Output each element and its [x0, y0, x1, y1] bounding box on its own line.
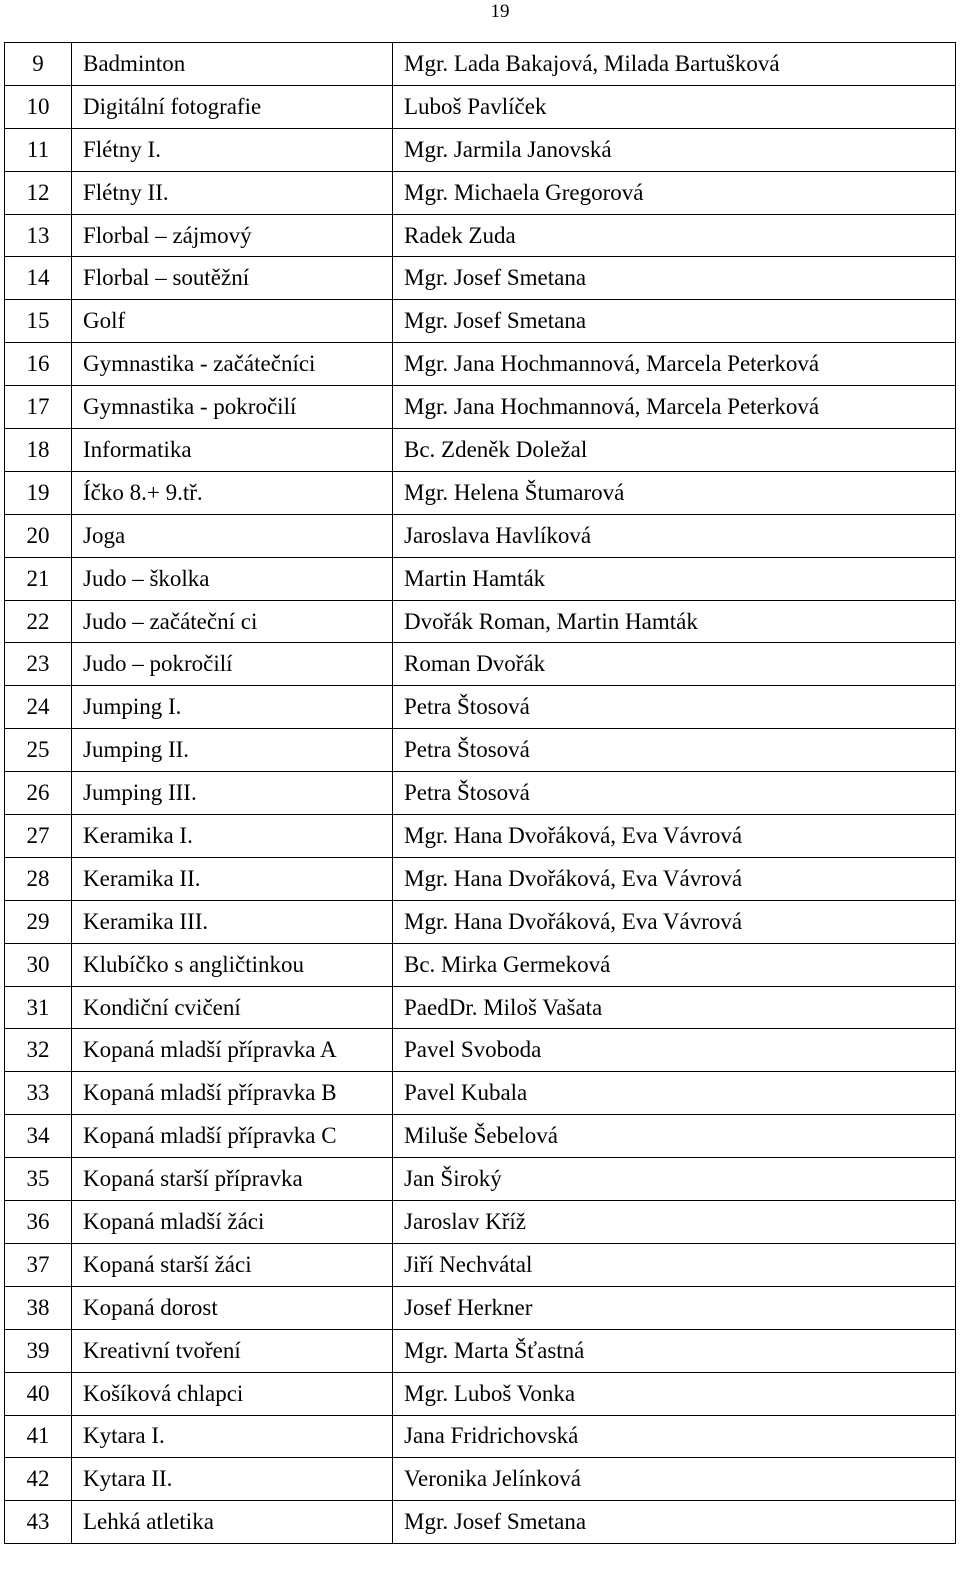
club-name: Košíková chlapci — [72, 1372, 393, 1415]
club-name: Kopaná mladší žáci — [72, 1201, 393, 1244]
clubs-table — [4, 42, 956, 1544]
table-row — [5, 214, 956, 257]
row-number: 37 — [5, 1243, 72, 1286]
club-name: Joga — [72, 514, 393, 557]
table-row — [5, 1115, 956, 1158]
club-leader: Pavel Kubala — [393, 1072, 956, 1115]
table-row — [5, 643, 956, 686]
row-number: 38 — [5, 1286, 72, 1329]
row-number: 21 — [5, 557, 72, 600]
table-row — [5, 128, 956, 171]
club-leader: Mgr. Luboš Vonka — [393, 1372, 956, 1415]
row-number: 31 — [5, 986, 72, 1029]
table-row — [5, 729, 956, 772]
club-leader: Mgr. Josef Smetana — [393, 1501, 956, 1544]
club-leader: Mgr. Lada Bakajová, Milada Bartušková — [393, 43, 956, 86]
club-leader: Petra Štosová — [393, 729, 956, 772]
club-leader: Jiří Nechvátal — [393, 1243, 956, 1286]
club-name: Judo – školka — [72, 557, 393, 600]
table-row — [5, 557, 956, 600]
club-name: Kopaná dorost — [72, 1286, 393, 1329]
table-row — [5, 1072, 956, 1115]
club-leader: Josef Herkner — [393, 1286, 956, 1329]
club-name: Kopaná mladší přípravka C — [72, 1115, 393, 1158]
table-row — [5, 943, 956, 986]
row-number: 25 — [5, 729, 72, 772]
table-row — [5, 986, 956, 1029]
club-leader: Jaroslav Kříž — [393, 1201, 956, 1244]
club-leader: Bc. Zdeněk Doležal — [393, 429, 956, 472]
club-leader: Mgr. Hana Dvořáková, Eva Vávrová — [393, 900, 956, 943]
club-name: Kytara I. — [72, 1415, 393, 1458]
club-name: Kopaná starší přípravka — [72, 1158, 393, 1201]
club-leader: Mgr. Josef Smetana — [393, 300, 956, 343]
club-name: Informatika — [72, 429, 393, 472]
row-number: 13 — [5, 214, 72, 257]
row-number: 42 — [5, 1458, 72, 1501]
row-number: 29 — [5, 900, 72, 943]
club-leader: Veronika Jelínková — [393, 1458, 956, 1501]
table-row — [5, 1158, 956, 1201]
club-name: Jumping II. — [72, 729, 393, 772]
table-row — [5, 1243, 956, 1286]
table-row — [5, 300, 956, 343]
row-number: 11 — [5, 128, 72, 171]
row-number: 35 — [5, 1158, 72, 1201]
club-name: Lehká atletika — [72, 1501, 393, 1544]
table-row — [5, 85, 956, 128]
club-name: Íčko 8.+ 9.tř. — [72, 471, 393, 514]
row-number: 41 — [5, 1415, 72, 1458]
club-name: Keramika I. — [72, 815, 393, 858]
club-name: Flétny II. — [72, 171, 393, 214]
clubs-table-body — [5, 43, 956, 1544]
row-number: 27 — [5, 815, 72, 858]
row-number: 14 — [5, 257, 72, 300]
club-leader: PaedDr. Miloš Vašata — [393, 986, 956, 1029]
club-name: Keramika III. — [72, 900, 393, 943]
club-leader: Petra Štosová — [393, 686, 956, 729]
club-name: Kopaná mladší přípravka B — [72, 1072, 393, 1115]
club-leader: Pavel Svoboda — [393, 1029, 956, 1072]
row-number: 9 — [5, 43, 72, 86]
table-row — [5, 1458, 956, 1501]
club-leader: Mgr. Hana Dvořáková, Eva Vávrová — [393, 815, 956, 858]
club-name: Kytara II. — [72, 1458, 393, 1501]
club-name: Keramika II. — [72, 857, 393, 900]
club-leader: Martin Hamták — [393, 557, 956, 600]
club-leader: Mgr. Josef Smetana — [393, 257, 956, 300]
row-number: 43 — [5, 1501, 72, 1544]
club-name: Kopaná mladší přípravka A — [72, 1029, 393, 1072]
club-leader: Mgr. Jana Hochmannová, Marcela Peterková — [393, 343, 956, 386]
table-row — [5, 1201, 956, 1244]
row-number: 33 — [5, 1072, 72, 1115]
table-row — [5, 1329, 956, 1372]
row-number: 30 — [5, 943, 72, 986]
club-leader: Mgr. Jana Hochmannová, Marcela Peterková — [393, 386, 956, 429]
row-number: 15 — [5, 300, 72, 343]
table-row — [5, 1372, 956, 1415]
club-name: Kreativní tvoření — [72, 1329, 393, 1372]
table-row — [5, 514, 956, 557]
club-leader: Mgr. Hana Dvořáková, Eva Vávrová — [393, 857, 956, 900]
row-number: 28 — [5, 857, 72, 900]
club-leader: Mgr. Helena Štumarová — [393, 471, 956, 514]
club-name: Judo – pokročilí — [72, 643, 393, 686]
row-number: 34 — [5, 1115, 72, 1158]
club-name: Jumping I. — [72, 686, 393, 729]
table-row — [5, 900, 956, 943]
club-leader: Petra Štosová — [393, 772, 956, 815]
club-name: Judo – začáteční ci — [72, 600, 393, 643]
club-name: Badminton — [72, 43, 393, 86]
table-row — [5, 1286, 956, 1329]
club-leader: Bc. Mirka Germeková — [393, 943, 956, 986]
club-name: Florbal – zájmový — [72, 214, 393, 257]
club-leader: Dvořák Roman, Martin Hamták — [393, 600, 956, 643]
table-row — [5, 686, 956, 729]
club-leader: Mgr. Michaela Gregorová — [393, 171, 956, 214]
club-leader: Luboš Pavlíček — [393, 85, 956, 128]
row-number: 22 — [5, 600, 72, 643]
club-name: Digitální fotografie — [72, 85, 393, 128]
row-number: 10 — [5, 85, 72, 128]
club-leader: Radek Zuda — [393, 214, 956, 257]
table-row — [5, 600, 956, 643]
row-number: 26 — [5, 772, 72, 815]
table-row — [5, 857, 956, 900]
table-row — [5, 43, 956, 86]
club-name: Gymnastika - začátečníci — [72, 343, 393, 386]
table-row — [5, 471, 956, 514]
page-number: 19 — [490, 1, 510, 22]
table-row — [5, 1415, 956, 1458]
club-name: Florbal – soutěžní — [72, 257, 393, 300]
row-number: 40 — [5, 1372, 72, 1415]
club-name: Kondiční cvičení — [72, 986, 393, 1029]
row-number: 17 — [5, 386, 72, 429]
row-number: 39 — [5, 1329, 72, 1372]
table-row — [5, 1029, 956, 1072]
club-leader: Jana Fridrichovská — [393, 1415, 956, 1458]
table-row — [5, 429, 956, 472]
club-leader: Miluše Šebelová — [393, 1115, 956, 1158]
table-row — [5, 1501, 956, 1544]
club-name: Gymnastika - pokročilí — [72, 386, 393, 429]
row-number: 24 — [5, 686, 72, 729]
club-leader: Jan Široký — [393, 1158, 956, 1201]
row-number: 18 — [5, 429, 72, 472]
club-leader: Jaroslava Havlíková — [393, 514, 956, 557]
table-row — [5, 343, 956, 386]
row-number: 32 — [5, 1029, 72, 1072]
row-number: 12 — [5, 171, 72, 214]
club-name: Kopaná starší žáci — [72, 1243, 393, 1286]
table-row — [5, 257, 956, 300]
club-name: Jumping III. — [72, 772, 393, 815]
table-row — [5, 386, 956, 429]
club-name: Klubíčko s angličtinkou — [72, 943, 393, 986]
table-row — [5, 815, 956, 858]
table-row — [5, 171, 956, 214]
club-leader: Roman Dvořák — [393, 643, 956, 686]
club-leader: Mgr. Jarmila Janovská — [393, 128, 956, 171]
row-number: 23 — [5, 643, 72, 686]
row-number: 19 — [5, 471, 72, 514]
row-number: 20 — [5, 514, 72, 557]
club-leader: Mgr. Marta Šťastná — [393, 1329, 956, 1372]
row-number: 16 — [5, 343, 72, 386]
club-name: Flétny I. — [72, 128, 393, 171]
table-row — [5, 772, 956, 815]
club-name: Golf — [72, 300, 393, 343]
row-number: 36 — [5, 1201, 72, 1244]
